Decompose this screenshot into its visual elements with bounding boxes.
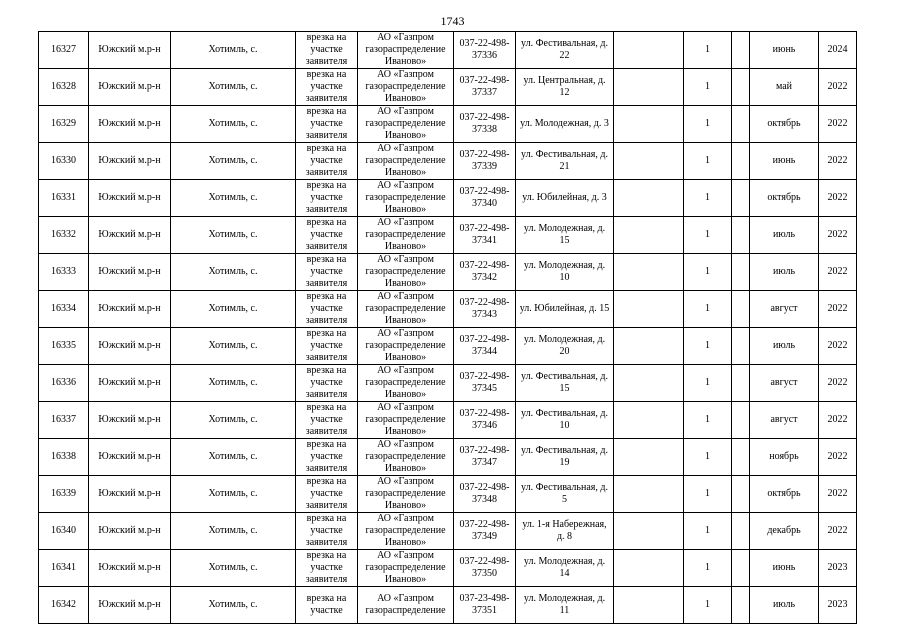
table-row [39, 550, 857, 587]
month-cell: август [750, 365, 819, 402]
district-cell: Южский м.р-н [89, 254, 171, 291]
row-number-cell: 16330 [39, 143, 89, 180]
organization-cell: АО «Газпром газораспределение Иваново» [358, 217, 454, 254]
work-type-cell: врезка на участке заявителя [296, 180, 358, 217]
empty-cell [732, 476, 750, 513]
district-cell: Южский м.р-н [89, 291, 171, 328]
empty-cell [732, 254, 750, 291]
row-number-cell: 16339 [39, 476, 89, 513]
settlement-cell: Хотимль, с. [171, 32, 296, 69]
row-number-cell: 16338 [39, 439, 89, 476]
settlement-cell: Хотимль, с. [171, 476, 296, 513]
quantity-cell: 1 [684, 180, 732, 217]
year-cell: 2022 [819, 328, 857, 365]
organization-cell: АО «Газпром газораспределение Иваново» [358, 143, 454, 180]
month-cell: ноябрь [750, 439, 819, 476]
blank-cell [614, 217, 684, 254]
district-cell: Южский м.р-н [89, 69, 171, 106]
object-code-cell: 037-22-498-37344 [454, 328, 516, 365]
work-type-cell: врезка на участке заявителя [296, 402, 358, 439]
district-cell: Южский м.р-н [89, 587, 171, 624]
table-row [39, 217, 857, 254]
work-type-cell: врезка на участке заявителя [296, 291, 358, 328]
quantity-cell: 1 [684, 254, 732, 291]
organization-cell: АО «Газпром газораспределение Иваново» [358, 328, 454, 365]
work-type-cell: врезка на участке заявителя [296, 254, 358, 291]
object-code-cell: 037-22-498-37345 [454, 365, 516, 402]
district-cell: Южский м.р-н [89, 106, 171, 143]
organization-cell: АО «Газпром газораспределение Иваново» [358, 180, 454, 217]
object-code-cell: 037-22-498-37340 [454, 180, 516, 217]
year-cell: 2022 [819, 180, 857, 217]
year-cell: 2022 [819, 291, 857, 328]
settlement-cell: Хотимль, с. [171, 217, 296, 254]
month-cell: октябрь [750, 476, 819, 513]
organization-cell: АО «Газпром газораспределение Иваново» [358, 254, 454, 291]
month-cell: август [750, 291, 819, 328]
settlement-cell: Хотимль, с. [171, 254, 296, 291]
page-number: 1743 [440, 14, 465, 28]
year-cell: 2022 [819, 476, 857, 513]
address-cell: ул. Юбилейная, д. 3 [516, 180, 614, 217]
blank-cell [614, 550, 684, 587]
quantity-cell: 1 [684, 587, 732, 624]
object-code-cell: 037-22-498-37342 [454, 254, 516, 291]
work-type-cell: врезка на участке заявителя [296, 550, 358, 587]
year-cell: 2022 [819, 513, 857, 550]
district-cell: Южский м.р-н [89, 365, 171, 402]
quantity-cell: 1 [684, 402, 732, 439]
quantity-cell: 1 [684, 291, 732, 328]
work-type-cell: врезка на участке заявителя [296, 439, 358, 476]
blank-cell [614, 32, 684, 69]
organization-cell: АО «Газпром газораспределение Иваново» [358, 365, 454, 402]
address-cell: ул. Молодежная, д. 14 [516, 550, 614, 587]
month-cell: июнь [750, 143, 819, 180]
object-code-cell: 037-22-498-37347 [454, 439, 516, 476]
settlement-cell: Хотимль, с. [171, 328, 296, 365]
address-cell: ул. Фестивальная, д. 22 [516, 32, 614, 69]
organization-cell: АО «Газпром газораспределение Иваново» [358, 513, 454, 550]
object-code-cell: 037-22-498-37350 [454, 550, 516, 587]
row-number-cell: 16340 [39, 513, 89, 550]
quantity-cell: 1 [684, 439, 732, 476]
month-cell: июль [750, 587, 819, 624]
settlement-cell: Хотимль, с. [171, 143, 296, 180]
blank-cell [614, 476, 684, 513]
address-cell: ул. Фестивальная, д. 5 [516, 476, 614, 513]
settlement-cell: Хотимль, с. [171, 291, 296, 328]
year-cell: 2022 [819, 217, 857, 254]
blank-cell [614, 143, 684, 180]
table-row [39, 328, 857, 365]
quantity-cell: 1 [684, 550, 732, 587]
settlement-cell: Хотимль, с. [171, 513, 296, 550]
blank-cell [614, 180, 684, 217]
table-row [39, 365, 857, 402]
blank-cell [614, 291, 684, 328]
month-cell: июль [750, 254, 819, 291]
table-row [39, 106, 857, 143]
quantity-cell: 1 [684, 328, 732, 365]
settlement-cell: Хотимль, с. [171, 180, 296, 217]
table-row [39, 254, 857, 291]
year-cell: 2022 [819, 365, 857, 402]
work-type-cell: врезка на участке заявителя [296, 476, 358, 513]
settlement-cell: Хотимль, с. [171, 106, 296, 143]
month-cell: июль [750, 328, 819, 365]
blank-cell [614, 587, 684, 624]
settlement-cell: Хотимль, с. [171, 69, 296, 106]
address-cell: ул. Молодежная, д. 3 [516, 106, 614, 143]
address-cell: ул. Центральная, д. 12 [516, 69, 614, 106]
district-cell: Южский м.р-н [89, 328, 171, 365]
year-cell: 2022 [819, 106, 857, 143]
organization-cell: АО «Газпром газораспределение Иваново» [358, 106, 454, 143]
row-number-cell: 16333 [39, 254, 89, 291]
year-cell: 2022 [819, 69, 857, 106]
empty-cell [732, 217, 750, 254]
settlement-cell: Хотимль, с. [171, 587, 296, 624]
month-cell: октябрь [750, 180, 819, 217]
district-cell: Южский м.р-н [89, 180, 171, 217]
work-type-cell: врезка на участке заявителя [296, 143, 358, 180]
table-row [39, 291, 857, 328]
blank-cell [614, 365, 684, 402]
empty-cell [732, 32, 750, 69]
table-row [39, 32, 857, 69]
district-cell: Южский м.р-н [89, 550, 171, 587]
empty-cell [732, 291, 750, 328]
month-cell: июнь [750, 32, 819, 69]
work-type-cell: врезка на участке заявителя [296, 328, 358, 365]
month-cell: октябрь [750, 106, 819, 143]
object-code-cell: 037-22-498-37337 [454, 69, 516, 106]
district-cell: Южский м.р-н [89, 513, 171, 550]
work-type-cell: врезка на участке заявителя [296, 69, 358, 106]
empty-cell [732, 180, 750, 217]
work-type-cell: врезка на участке заявителя [296, 32, 358, 69]
address-cell: ул. Молодежная, д. 10 [516, 254, 614, 291]
registry-table [38, 31, 857, 624]
district-cell: Южский м.р-н [89, 439, 171, 476]
quantity-cell: 1 [684, 476, 732, 513]
month-cell: июнь [750, 550, 819, 587]
empty-cell [732, 143, 750, 180]
table-row [39, 402, 857, 439]
object-code-cell: 037-22-498-37339 [454, 143, 516, 180]
address-cell: ул. Молодежная, д. 20 [516, 328, 614, 365]
blank-cell [614, 254, 684, 291]
month-cell: август [750, 402, 819, 439]
row-number-cell: 16328 [39, 69, 89, 106]
year-cell: 2024 [819, 32, 857, 69]
object-code-cell: 037-22-498-37349 [454, 513, 516, 550]
quantity-cell: 1 [684, 32, 732, 69]
district-cell: Южский м.р-н [89, 32, 171, 69]
organization-cell: АО «Газпром газораспределение Иваново» [358, 69, 454, 106]
empty-cell [732, 106, 750, 143]
blank-cell [614, 513, 684, 550]
object-code-cell: 037-22-498-37343 [454, 291, 516, 328]
month-cell: декабрь [750, 513, 819, 550]
address-cell: ул. Фестивальная, д. 21 [516, 143, 614, 180]
object-code-cell: 037-23-498-37351 [454, 587, 516, 624]
work-type-cell: врезка на участке заявителя [296, 513, 358, 550]
address-cell: ул. Фестивальная, д. 19 [516, 439, 614, 476]
quantity-cell: 1 [684, 106, 732, 143]
object-code-cell: 037-22-498-37336 [454, 32, 516, 69]
year-cell: 2022 [819, 143, 857, 180]
blank-cell [614, 69, 684, 106]
row-number-cell: 16327 [39, 32, 89, 69]
object-code-cell: 037-22-498-37341 [454, 217, 516, 254]
table-row [39, 587, 857, 624]
organization-cell: АО «Газпром газораспределение Иваново» [358, 402, 454, 439]
organization-cell: АО «Газпром газораспределение Иваново» [358, 439, 454, 476]
empty-cell [732, 402, 750, 439]
blank-cell [614, 106, 684, 143]
year-cell: 2022 [819, 402, 857, 439]
row-number-cell: 16331 [39, 180, 89, 217]
row-number-cell: 16334 [39, 291, 89, 328]
organization-cell: АО «Газпром газораспределение Иваново» [358, 476, 454, 513]
quantity-cell: 1 [684, 143, 732, 180]
row-number-cell: 16342 [39, 587, 89, 624]
quantity-cell: 1 [684, 365, 732, 402]
row-number-cell: 16329 [39, 106, 89, 143]
month-cell: май [750, 69, 819, 106]
settlement-cell: Хотимль, с. [171, 439, 296, 476]
object-code-cell: 037-22-498-37338 [454, 106, 516, 143]
work-type-cell: врезка на участке заявителя [296, 106, 358, 143]
quantity-cell: 1 [684, 69, 732, 106]
blank-cell [614, 328, 684, 365]
organization-cell: АО «Газпром газораспределение [358, 587, 454, 624]
address-cell: ул. Молодежная, д. 15 [516, 217, 614, 254]
organization-cell: АО «Газпром газораспределение Иваново» [358, 32, 454, 69]
month-cell: июль [750, 217, 819, 254]
organization-cell: АО «Газпром газораспределение Иваново» [358, 550, 454, 587]
district-cell: Южский м.р-н [89, 143, 171, 180]
empty-cell [732, 587, 750, 624]
settlement-cell: Хотимль, с. [171, 402, 296, 439]
address-cell: ул. Юбилейная, д. 15 [516, 291, 614, 328]
work-type-cell: врезка на участке заявителя [296, 217, 358, 254]
blank-cell [614, 402, 684, 439]
settlement-cell: Хотимль, с. [171, 550, 296, 587]
quantity-cell: 1 [684, 217, 732, 254]
district-cell: Южский м.р-н [89, 217, 171, 254]
table-row [39, 180, 857, 217]
row-number-cell: 16337 [39, 402, 89, 439]
district-cell: Южский м.р-н [89, 402, 171, 439]
row-number-cell: 16336 [39, 365, 89, 402]
object-code-cell: 037-22-498-37346 [454, 402, 516, 439]
empty-cell [732, 550, 750, 587]
empty-cell [732, 513, 750, 550]
table-row [39, 513, 857, 550]
empty-cell [732, 439, 750, 476]
year-cell: 2023 [819, 587, 857, 624]
object-code-cell: 037-22-498-37348 [454, 476, 516, 513]
work-type-cell: врезка на участке [296, 587, 358, 624]
district-cell: Южский м.р-н [89, 476, 171, 513]
blank-cell [614, 439, 684, 476]
empty-cell [732, 328, 750, 365]
work-type-cell: врезка на участке заявителя [296, 365, 358, 402]
address-cell: ул. Молодежная, д. 11 [516, 587, 614, 624]
address-cell: ул. 1-я Набережная, д. 8 [516, 513, 614, 550]
table-row [39, 69, 857, 106]
address-cell: ул. Фестивальная, д. 15 [516, 365, 614, 402]
row-number-cell: 16332 [39, 217, 89, 254]
empty-cell [732, 365, 750, 402]
table-row [39, 476, 857, 513]
organization-cell: АО «Газпром газораспределение Иваново» [358, 291, 454, 328]
year-cell: 2022 [819, 439, 857, 476]
table-row [39, 439, 857, 476]
settlement-cell: Хотимль, с. [171, 365, 296, 402]
address-cell: ул. Фестивальная, д. 10 [516, 402, 614, 439]
year-cell: 2022 [819, 254, 857, 291]
table-row [39, 143, 857, 180]
row-number-cell: 16335 [39, 328, 89, 365]
year-cell: 2023 [819, 550, 857, 587]
empty-cell [732, 69, 750, 106]
row-number-cell: 16341 [39, 550, 89, 587]
quantity-cell: 1 [684, 513, 732, 550]
